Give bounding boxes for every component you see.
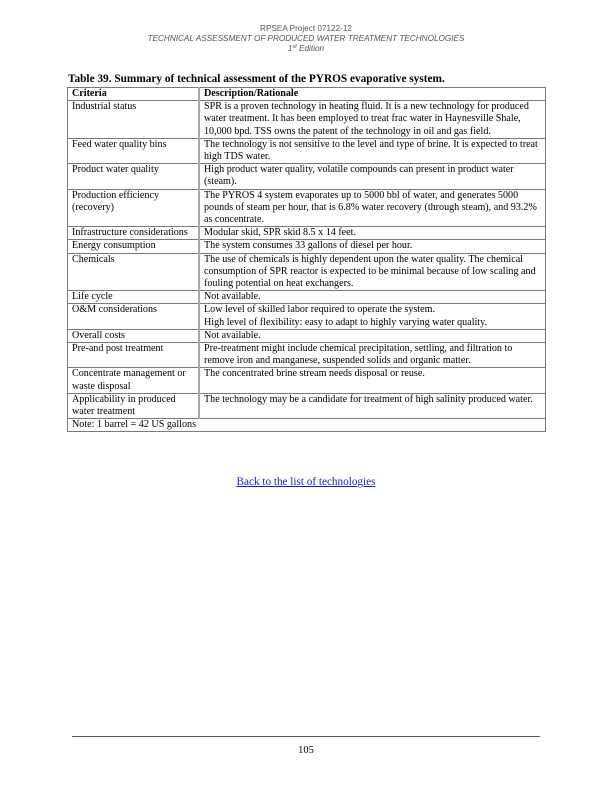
table-row <box>68 393 546 418</box>
description-cell: The use of chemicals is highly dependent upon the water quality. The chemical consumption of SPR reactor is expected to be minimal because of low scaling and fouling potential on heat exchangers. <box>199 253 546 291</box>
table-row <box>68 189 546 227</box>
column-header-description: Description/Rationale <box>199 88 546 101</box>
description-cell: Not available. <box>199 291 546 304</box>
table-caption: Table 39. Summary of technical assessment of the PYROS evaporative system. <box>68 73 445 85</box>
table-row <box>68 101 546 139</box>
report-title: TECHNICAL ASSESSMENT OF PRODUCED WATER TREATMENT TECHNOLOGIES <box>147 34 465 43</box>
description-cell: High product water quality, volatile compounds can present in product water (steam). <box>199 164 546 189</box>
column-header-criteria: Criteria <box>68 88 200 101</box>
description-cell: The concentrated brine stream needs disposal or reuse. <box>199 368 546 393</box>
table-header-row <box>68 88 546 101</box>
page-number: 105 <box>298 745 314 756</box>
criteria-cell: Overall costs <box>68 329 200 342</box>
table-row <box>68 240 546 253</box>
description-cell: Modular skid, SPR skid 8.5 x 14 feet. <box>199 227 546 240</box>
criteria-cell: Concentrate management or waste disposal <box>68 368 200 393</box>
description-cell: The technology may be a candidate for treatment of high salinity produced water. <box>199 393 546 418</box>
footer-divider <box>72 736 540 737</box>
edition: 1st Edition <box>287 44 325 53</box>
table-row <box>68 227 546 240</box>
table-note-row <box>68 419 546 432</box>
criteria-cell: Life cycle <box>68 291 200 304</box>
description-cell: Pre-treatment might include chemical precipitation, settling, and filtration to remove iron and manganese, suspended solids and organic matter. <box>199 343 546 368</box>
table-row <box>68 253 546 291</box>
project-id: RPSEA Project 07122-12 <box>260 24 352 33</box>
table-row <box>68 304 546 329</box>
description-line: Low level of skilled labor required to operate the system. <box>204 304 435 316</box>
criteria-cell: Chemicals <box>68 253 200 291</box>
back-link-container <box>0 476 612 488</box>
table-note: Note: 1 barrel = 42 US gallons <box>68 419 546 432</box>
criteria-cell: O&M considerations <box>68 304 200 329</box>
back-to-technologies-link[interactable]: Back to the list of technologies <box>236 476 376 488</box>
criteria-cell: Product water quality <box>68 164 200 189</box>
criteria-cell: Applicability in produced water treatment <box>68 393 200 418</box>
criteria-cell: Production efficiency (recovery) <box>68 189 200 227</box>
criteria-cell: Feed water quality bins <box>68 138 200 163</box>
table-row <box>68 138 546 163</box>
page-header <box>0 24 612 54</box>
description-cell: Not available. <box>199 329 546 342</box>
description-cell: The PYROS 4 system evaporates up to 5000 bbl of water, and generates 5000 pounds of steam per hour, that is 6.8% water recovery (through steam), and 93.2% as concentrate. <box>199 189 546 227</box>
description-cell: The technology is not sensitive to the level and type of brine. It is expected to treat high TDS water. <box>199 138 546 163</box>
criteria-cell: Energy consumption <box>68 240 200 253</box>
description-cell: The system consumes 33 gallons of diesel per hour. <box>199 240 546 253</box>
description-cell <box>199 304 546 329</box>
criteria-cell: Pre-and post treatment <box>68 343 200 368</box>
description-cell: SPR is a proven technology in heating fluid. It is a new technology for produced water treatment. It has been employed to treat frac water in Haynesville Shale, 10,000 bpd. TSS owns the patent of the technology in oil and gas field. <box>199 101 546 139</box>
table-row <box>68 368 546 393</box>
table-row <box>68 343 546 368</box>
table-row <box>68 291 546 304</box>
criteria-cell: Industrial status <box>68 101 200 139</box>
table-row <box>68 164 546 189</box>
description-line: High level of flexibility: easy to adapt to highly varying water quality. <box>204 316 488 328</box>
table-row <box>68 329 546 342</box>
assessment-table <box>67 87 546 432</box>
criteria-cell: Infrastructure considerations <box>68 227 200 240</box>
